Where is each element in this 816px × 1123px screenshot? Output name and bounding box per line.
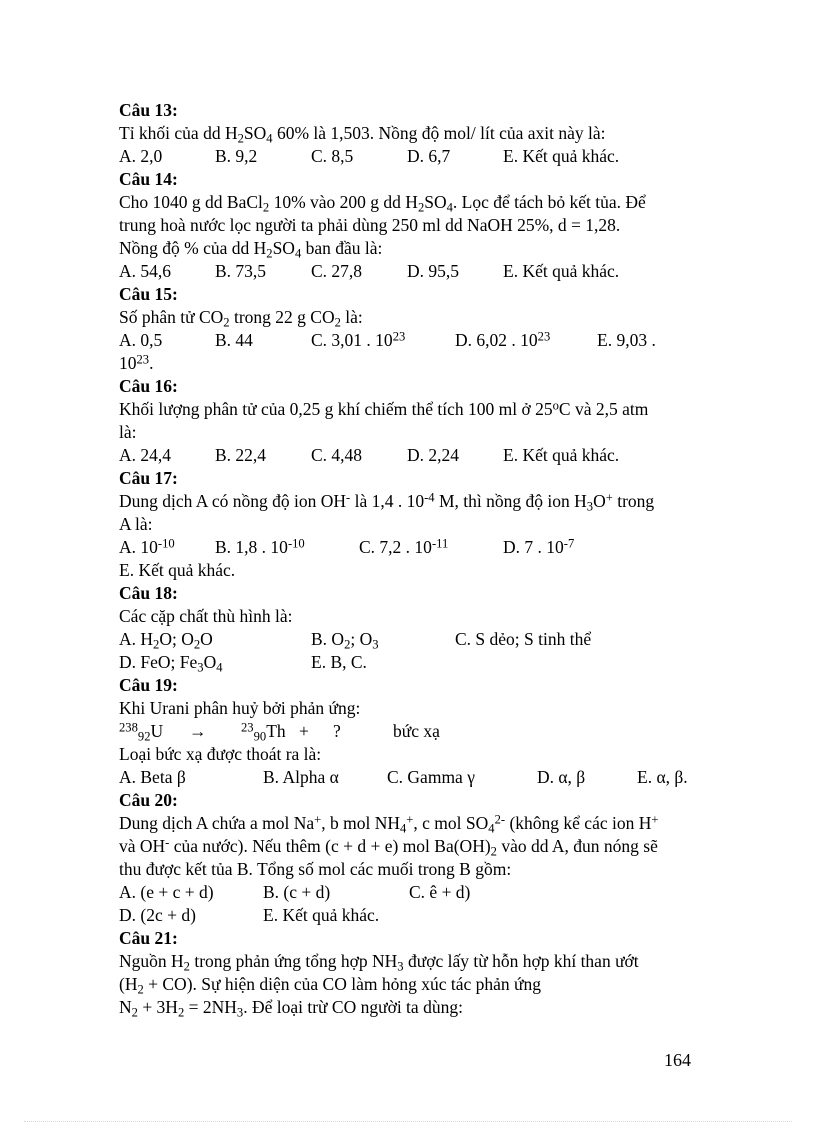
question-19-title: Câu 19: — [119, 675, 178, 695]
option-e: E. Kết quả khác. — [503, 445, 620, 465]
question-15-title: Câu 15: — [119, 284, 178, 304]
question-21-line-2: $(H_2 + CO)$. Sự hiện diện của CO làm hỏng xúc tác phản ứng — [119, 974, 542, 997]
option-b: B. 73,5 — [215, 261, 267, 281]
question-15-options — [119, 329, 709, 352]
question-18-title: Câu 18: — [119, 583, 178, 603]
question-17-line-1: Dung dịch A có nồng độ ion OH- là 1,4 . $10^{-4}$ M, thì nồng độ ion $H_3O^+$ trong — [119, 490, 655, 514]
question-18-options-row-1 — [119, 628, 709, 651]
document-page — [119, 99, 709, 1019]
question-20-line-3: thu được kết tủa B. Tổng số mol các muối trong B gồm: — [119, 859, 512, 879]
option-c: C. 27,8 — [311, 261, 363, 281]
radiation-label: bức xạ — [393, 721, 440, 741]
question-19-equation — [119, 720, 709, 743]
question-21-line-1: Nguồn $H_2$ trong phản ứng tổng hợp $NH_3$ được lấy từ hỗn hợp khí than ướt — [119, 951, 639, 974]
option-a: A. Beta β — [119, 767, 186, 787]
question-18-stem: Các cặp chất thù hình là: — [119, 606, 293, 626]
option-c: C. 7,2 . $10^{-11}$ — [359, 536, 449, 557]
question-21-line-3: $N_2 + 3H_2 = 2NH_3$. Để loại trừ CO người ta dùng: — [119, 997, 463, 1020]
option-b: B. 22,4 — [215, 445, 267, 465]
question-19-options — [119, 766, 709, 789]
option-a: A. 54,6 — [119, 261, 172, 281]
question-20-options-row-1 — [119, 881, 709, 904]
question-15-option-e-cont: $10^{23}$. — [119, 352, 154, 373]
question-20-line-1: Dung dịch A chứa a mol Na+, b mol $NH_4^+$, c mol $SO_4^{2-}$ (không kể các ion H+ — [119, 812, 659, 836]
question-19-line-3: Loại bức xạ được thoát ra là: — [119, 744, 322, 764]
option-b: B. (c + d) — [263, 882, 331, 902]
option-d: D. 6,02 . $10^{23}$ — [455, 329, 551, 350]
plus-sign: + — [299, 721, 309, 741]
option-b: B. 1,8 . $10^{-10}$ — [215, 536, 305, 557]
question-19-stem: Khi Urani phân huỷ bởi phản ứng: — [119, 698, 361, 718]
question-14-title: Câu 14: — [119, 169, 178, 189]
question-13-stem: Tỉ khối của dd $H_2SO_4$ 60% là 1,503. Nồng độ mol/ lít của axit này là: — [119, 123, 606, 146]
question-18-options-row-2 — [119, 651, 709, 674]
question-17-line-2: A là: — [119, 514, 153, 534]
uranium-nuclide: $^{238}_{92}$U — [119, 720, 164, 744]
question-14-options — [119, 260, 709, 283]
option-e: E. Kết quả khác. — [503, 261, 620, 281]
question-20-line-2: và OH- của nước). Nếu thêm (c + d + e) mol $Ba(OH)_2$ vào dd A, đun nóng sẽ — [119, 835, 658, 859]
question-20-options-row-2 — [119, 904, 709, 927]
unknown-product: ? — [333, 721, 341, 741]
question-16-line-1: Khối lượng phân tử của 0,25 g khí chiếm thể tích 100 ml ở 25$^o$C và 2,5 atm — [119, 398, 649, 419]
option-a: A. (e + c + d) — [119, 882, 214, 902]
option-a: A. 0,5 — [119, 330, 163, 350]
question-16-title: Câu 16: — [119, 376, 178, 396]
thorium-nuclide: $^{23}_{90}$Th — [241, 720, 286, 744]
question-13-title: Câu 13: — [119, 100, 178, 120]
option-a: A. 2,0 — [119, 146, 163, 166]
option-d: D. 2,24 — [407, 445, 460, 465]
option-b: B. 44 — [215, 330, 253, 350]
option-e: E. 9,03 . — [597, 330, 656, 350]
question-21-title: Câu 21: — [119, 928, 178, 948]
option-d: D. FeO; $Fe_3O_4$ — [119, 652, 223, 675]
question-14-line-2: trung hoà nước lọc người ta phải dùng 250 ml dd NaOH 25%, d = 1,28. — [119, 215, 621, 235]
question-16-line-2: là: — [119, 422, 137, 442]
page-number: 164 — [664, 1050, 691, 1070]
question-14-line-3: Nồng độ % của dd $H_2SO_4$ ban đầu là: — [119, 238, 383, 261]
option-e: E. Kết quả khác. — [263, 905, 380, 925]
question-16-options — [119, 444, 709, 467]
option-e: E. Kết quả khác. — [503, 146, 620, 166]
option-d: D. α, β — [537, 767, 586, 787]
option-c: C. 3,01 . $10^{23}$ — [311, 329, 406, 350]
option-d: D. (2c + d) — [119, 905, 196, 925]
option-c: C. S dẻo; S tinh thể — [455, 629, 592, 649]
option-c: C. Gamma γ — [387, 767, 475, 787]
option-a: A. $H_2O$; $O_2O$ — [119, 629, 213, 652]
question-17-title: Câu 17: — [119, 468, 178, 488]
question-15-stem: Số phân tử $CO_2$ trong 22 g $CO_2$ là: — [119, 307, 363, 330]
option-c: C. 4,48 — [311, 445, 363, 465]
option-e: E. B, C. — [311, 652, 367, 672]
option-c: C. ê + d) — [409, 882, 471, 902]
question-13-options — [119, 145, 709, 168]
question-14-line-1: Cho 1040 g dd BaCl$_2$ 10% vào 200 g dd $H_2SO_4$. Lọc để tách bỏ kết tủa. Để — [119, 192, 646, 215]
arrow-icon: → — [189, 721, 207, 741]
option-d: D. 95,5 — [407, 261, 460, 281]
option-c: C. 8,5 — [311, 146, 354, 166]
option-b: B. 9,2 — [215, 146, 258, 166]
option-b: B. Alpha α — [263, 767, 339, 787]
option-a: A. 24,4 — [119, 445, 172, 465]
option-b: B. $O_2$; $O_3$ — [311, 629, 379, 652]
option-a: A. $10^{-10}$ — [119, 536, 175, 557]
option-e: E. α, β. — [637, 767, 688, 787]
page-bottom-divider — [24, 1121, 792, 1122]
option-d: D. 6,7 — [407, 146, 451, 166]
question-20-title: Câu 20: — [119, 790, 178, 810]
question-17-options — [119, 536, 709, 559]
option-d: D. 7 . $10^{-7}$ — [503, 536, 575, 557]
question-17-option-e: E. Kết quả khác. — [119, 560, 236, 580]
